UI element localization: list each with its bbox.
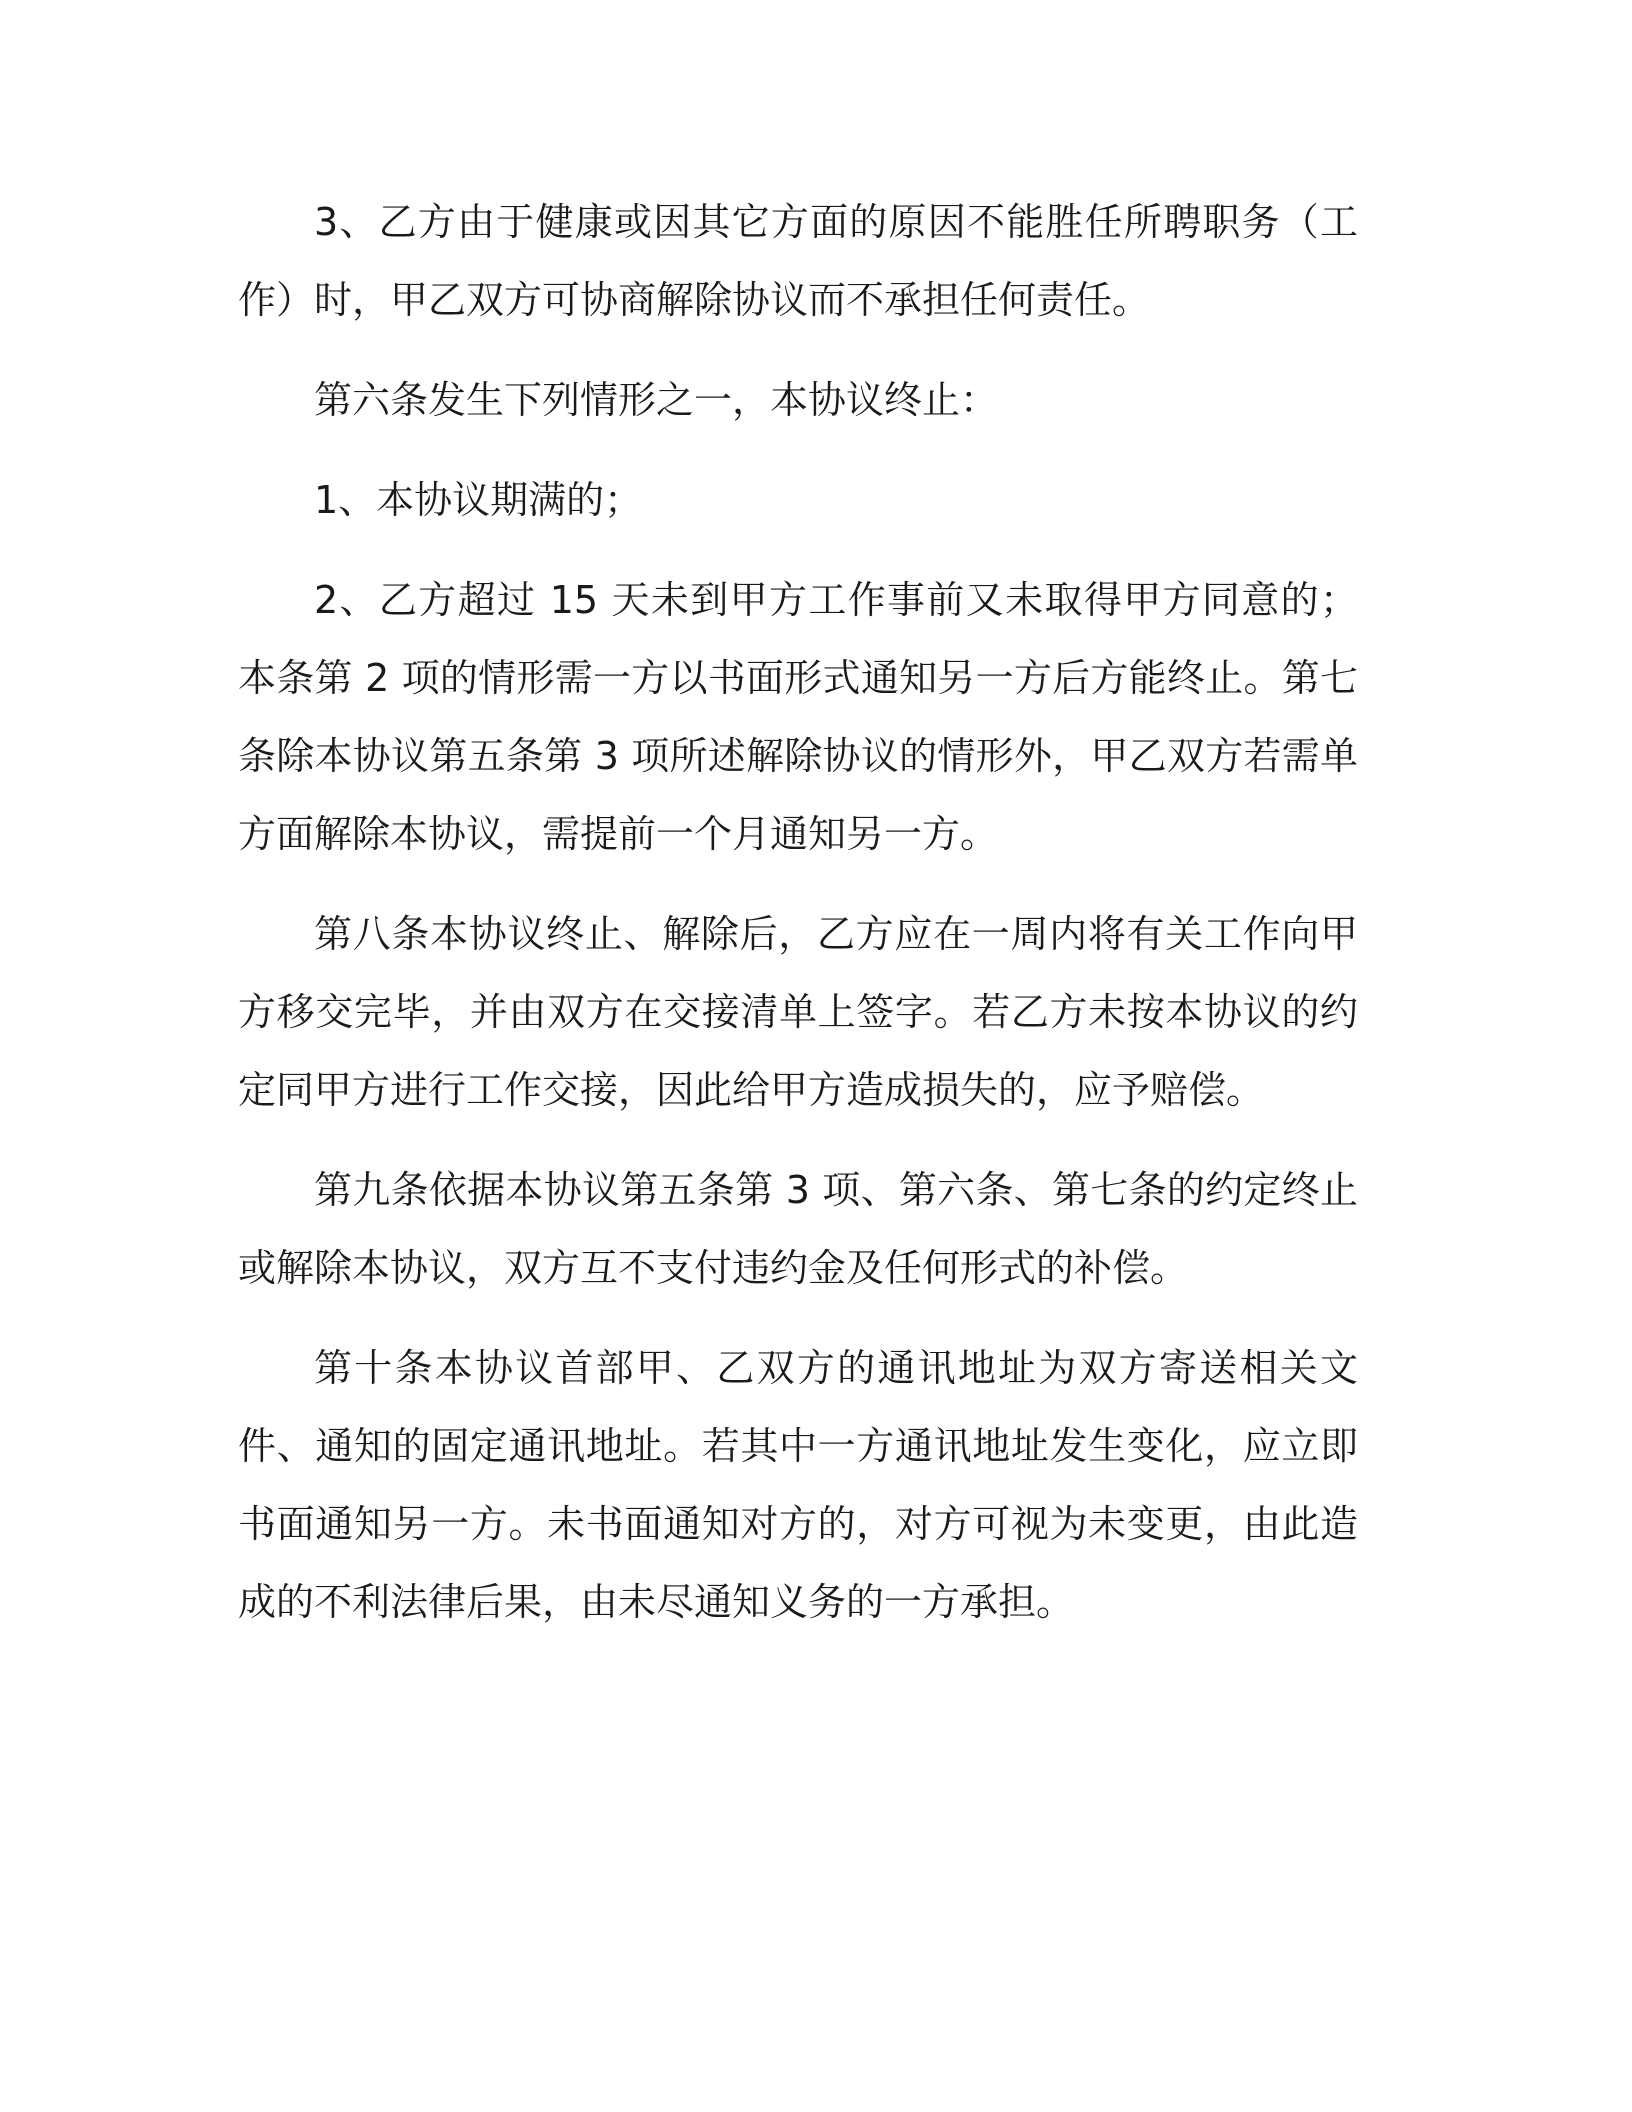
paragraph-clause-6: 第六条发生下列情形之一，本协议终止：	[314, 378, 999, 422]
paragraph-clause-8: 第八条本协议终止、解除后，乙方应在一周内将有关工作向甲方移交完毕，并由双方在交接清单上签字。若乙方未按本协议的约定同甲方进行工作交接，因此给甲方造成损失的，应予赔偿。	[238, 912, 1358, 1112]
paragraph-clause-10: 第十条本协议首部甲、乙双方的通讯地址为双方寄送相关文件、通知的固定通讯地址。若其中一方通讯地址发生变化，应立即书面通知另一方。未书面通知对方的，对方可视为未变更，由此造成的不利法律后果，由未尽通知义务的一方承担。	[238, 1346, 1358, 1624]
paragraph-clause-5-item-3: 3、乙方由于健康或因其它方面的原因不能胜任所聘职务（工作）时，甲乙双方可协商解除协议而不承担任何责任。	[238, 200, 1358, 322]
paragraph-clause-6-item-1: 1、本协议期满的；	[314, 478, 643, 522]
paragraph-clause-6-item-2-and-clause-7: 2、乙方超过 15 天未到甲方工作事前又未取得甲方同意的；本条第 2 项的情形需一方以书面形式通知另一方后方能终止。第七条除本协议第五条第 3 项所述解除协议的情形外，甲乙双方若需单方面解除本协议，需提前一个月通知另一方。	[238, 578, 1358, 856]
paragraph-clause-9: 第九条依据本协议第五条第 3 项、第六条、第七条的约定终止或解除本协议，双方互不支付违约金及任何形式的补偿。	[238, 1168, 1358, 1290]
document-body	[238, 183, 1358, 1663]
